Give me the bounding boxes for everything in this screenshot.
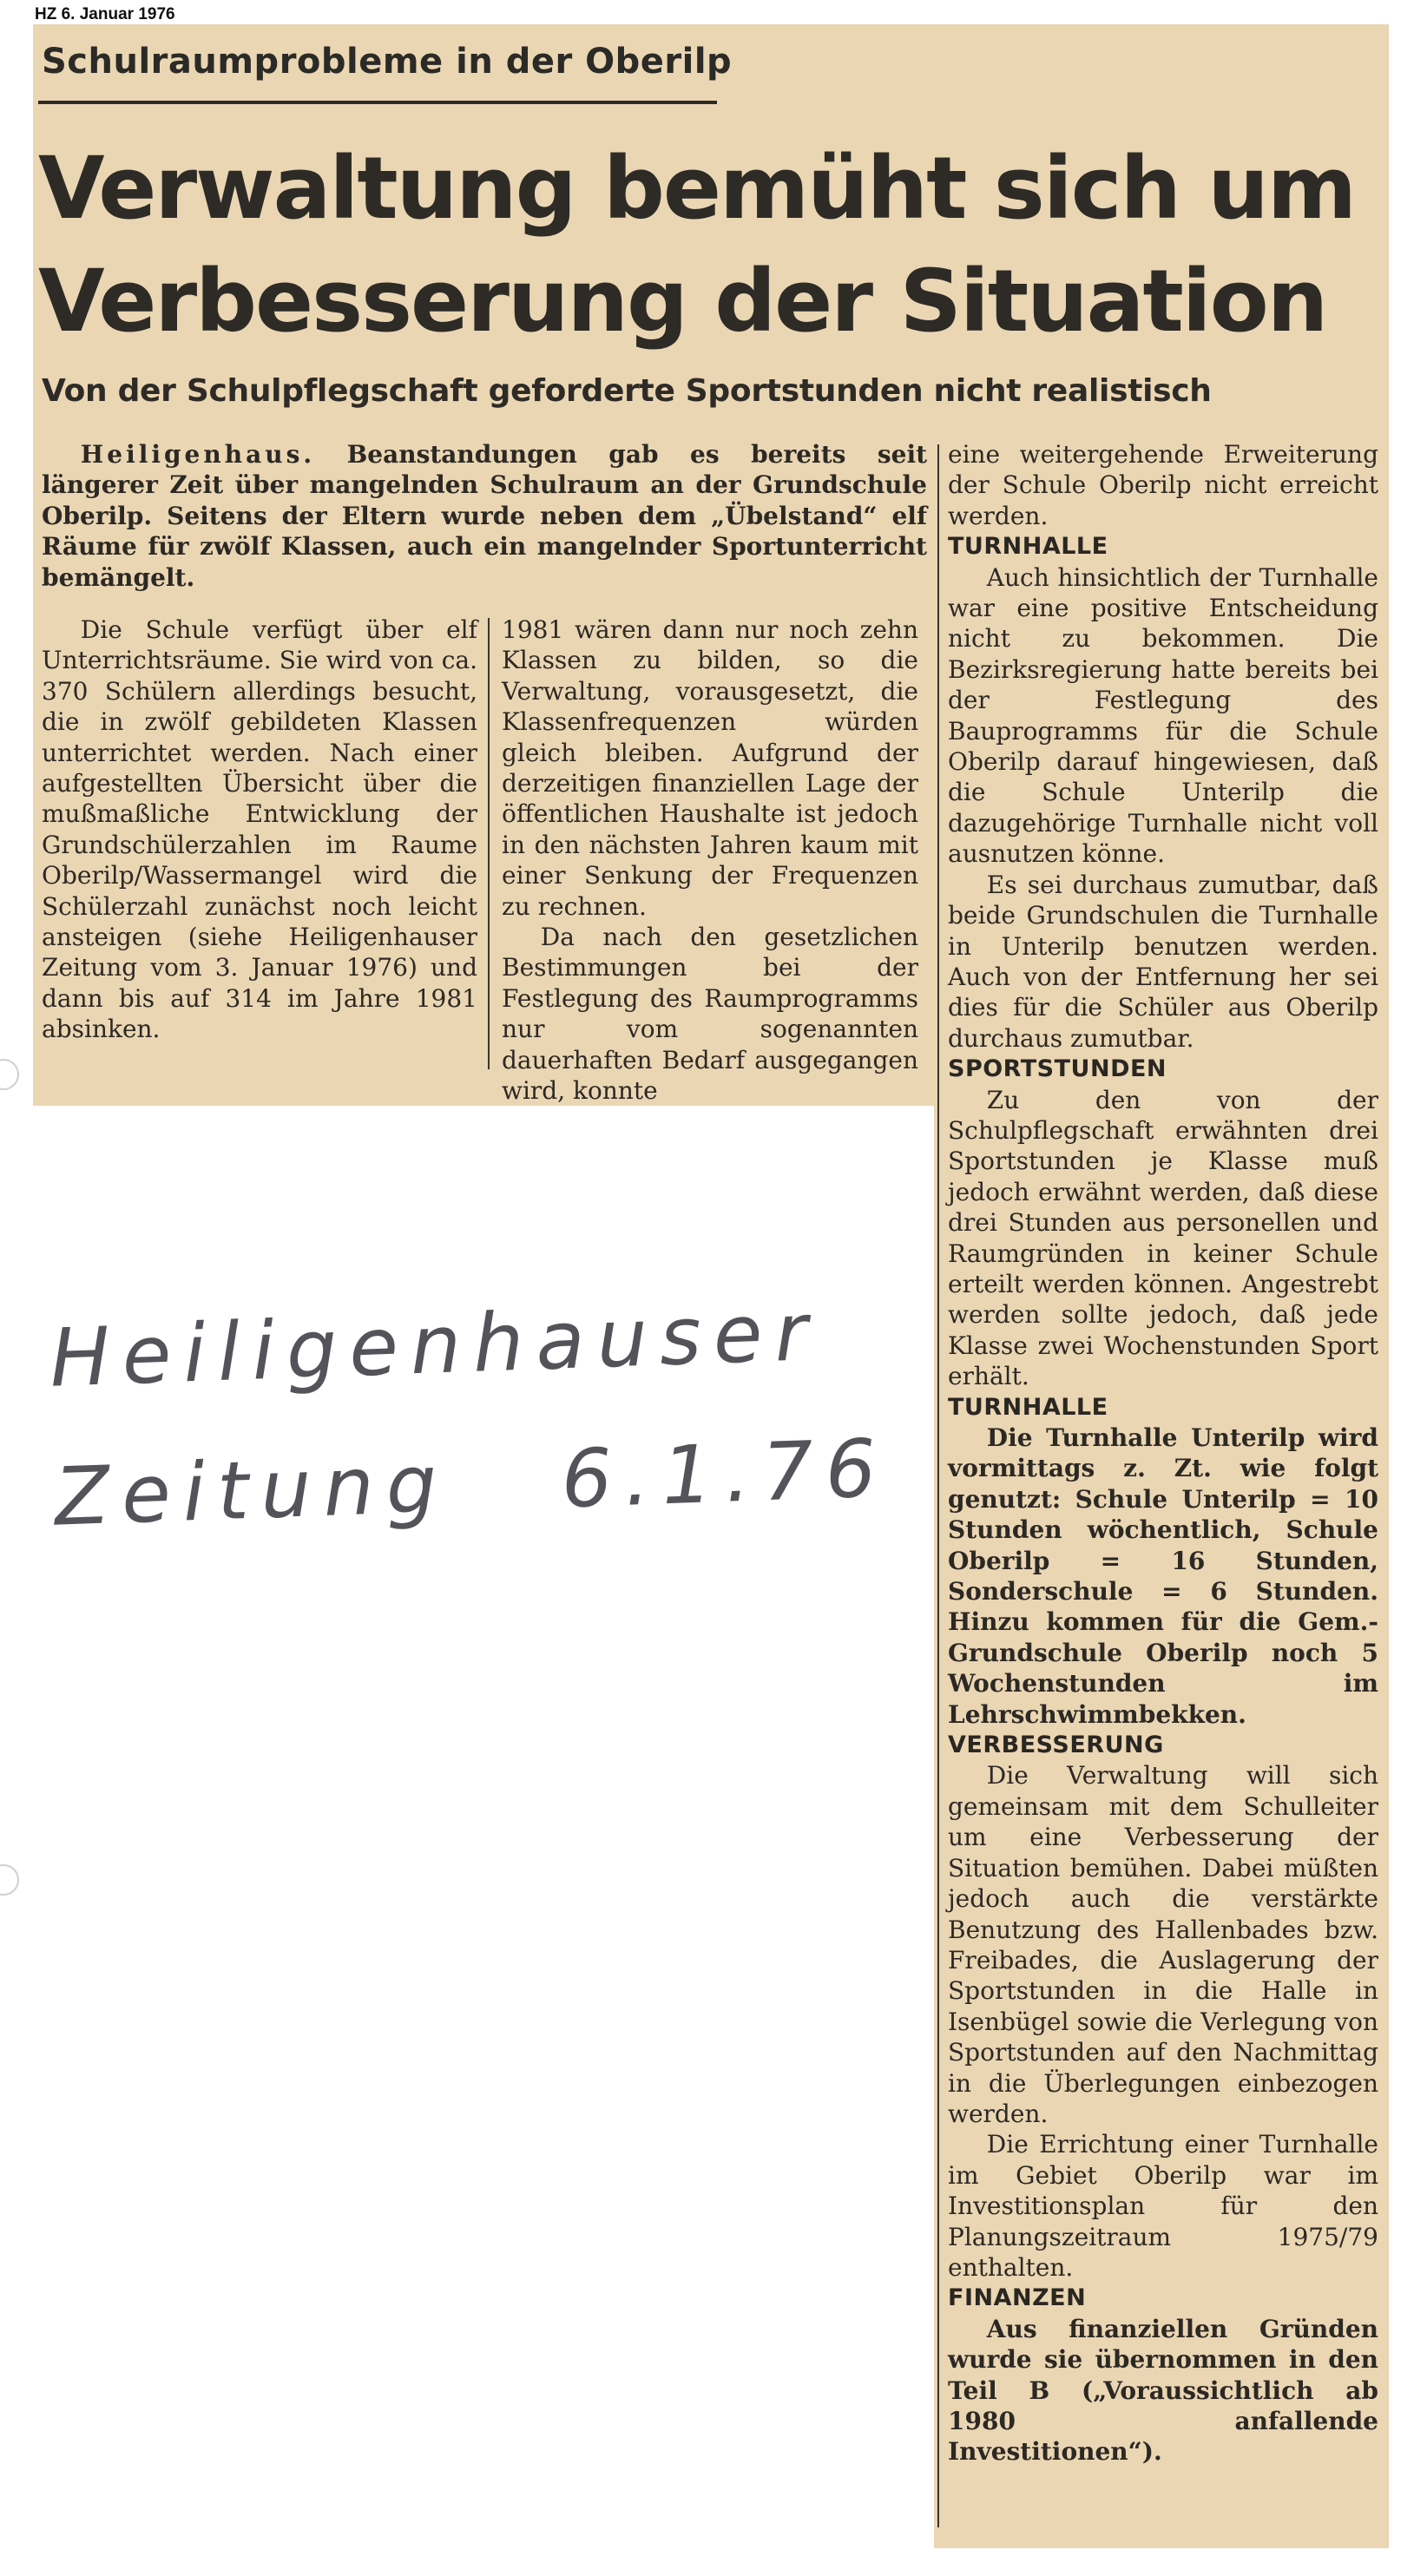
binder-hole-top: [0, 1059, 19, 1090]
column-1: [42, 614, 477, 1045]
sportstunden-paragraph-1: Zu den von der Schulpflegschaft erwähnten drei Sportstunden je Klasse muß jedoch erwähnt werden, daß diese drei Stunden aus personellen und Raumgründen in keiner Schule erteilt werden können. Angestrebt werden sollte jedoch, daß jede Klasse zwei Wochenstunden Sport erhält.: [948, 1085, 1378, 1391]
section-heading-turnhalle: TURNHALLE: [948, 533, 1108, 561]
lead-text: Beanstandungen gab es bereits seit längerer Zeit über mangelnden Schulraum an der Grundschule Oberilp. Seitens der Eltern wurde neben dem „Übelstand“ elf Räume für zwölf Klassen, auch ein mangelnder Sportunterricht bemängelt.: [42, 440, 928, 592]
article-kicker: Schulraumprobleme in der Oberilp: [42, 42, 733, 82]
column-2: [502, 614, 918, 1107]
col1-paragraph-1: Die Schule verfügt über elf Unterrichtsräume. Sie wird von ca. 370 Schülern allerdings besucht, die in zwölf gebildeten Klassen unterrichtet werden. Nach einer aufgestellten Übersicht über die mußmaßliche Entwicklung der Grundschülerzahlen im Raume Oberilp/Wassermangel wird die Schülerzahl zunächst noch leicht ansteigen (siehe Heiligenhauser Zeitung vom 3. Januar 1976) und dann bis auf 314 im Jahre 1981 absinken.: [42, 615, 477, 1044]
col2-paragraph-2: Da nach den gesetzlichen Bestimmungen bei der Festlegung des Raumprogramms nur vom sogenannten dauerhaften Bedarf ausgegangen wird, konnte: [502, 923, 918, 1106]
turnhalle-paragraph-1: Auch hinsichtlich der Turnhalle war eine positive Entscheidung nicht zu bekommen. Die Bezirksregierung hatte bereits bei der Festlegung des Bauprogramms für die Schule Oberilp darauf hingewiesen, daß die Schule Unterilp die dazugehörige Turnhalle nicht voll ausnutzen könne.: [948, 562, 1378, 869]
handwritten-note: Heiligenhauser Zeitung 6.1.76: [48, 1285, 890, 1544]
headline-line-2: Verbesserung der Situation: [38, 252, 1327, 352]
lead-paragraph: [42, 439, 927, 593]
column-3: [948, 439, 1378, 2468]
verbesserung-paragraph-1: Die Verwaltung will sich gemeinsam mit dem Schulleiter um eine Verbesserung der Situation bemühen. Dabei müßten jedoch auch die verstärkte Benutzung des Hallenbades bzw. Freibades, die Auslagerung der Sportstunden in die Halle in Isenbügel sowie die Verlegung von Sportstunden auf den Nachmittag in die Überlegungen einbezogen werden.: [948, 1761, 1378, 2128]
col3-continuation: eine weitergehende Erweiterung der Schule Oberilp nicht erreicht werden.: [948, 440, 1378, 530]
turnhalle2-paragraph-1: Die Turnhalle Unterilp wird vormittags z. Zt. wie folgt genutzt: Schule Unterilp = 10 Stunden wöchentlich, Schule Oberilp = 16 Stunden, Sonderschule = 6 Stunden. Hinzu kommen für die Gem.-Grundschule Oberilp noch 5 Wochenstunden im Lehrschwimmbekken.: [948, 1423, 1378, 1729]
headline-line-1: Verwaltung bemüht sich um: [38, 139, 1356, 239]
kicker-underline: [38, 101, 717, 104]
section-heading-finanzen: FINANZEN: [948, 2284, 1087, 2312]
section-heading-verbesserung: VERBESSERUNG: [948, 1732, 1164, 1759]
column-divider-2: [937, 444, 939, 2527]
turnhalle-paragraph-2: Es sei durchaus zumutbar, daß beide Grundschulen die Turnhalle in Unterilp benutzen werden. Auch von der Entfernung her sei dies für die Schüler aus Oberilp durchaus zumutbar.: [948, 870, 1378, 1053]
binder-hole-bottom: [0, 1864, 19, 1896]
column-divider-1: [488, 618, 490, 1069]
clipping-date-tag: HZ 6. Januar 1976: [35, 5, 175, 23]
section-heading-sportstunden: SPORTSTUNDEN: [948, 1055, 1167, 1083]
lead-place: Heiligenhaus.: [80, 440, 316, 469]
verbesserung-paragraph-2: Die Errichtung einer Turnhalle im Gebiet Oberilp war im Investitionsplan für den Planungszeitraum 1975/79 enthalten.: [948, 2130, 1378, 2282]
section-heading-turnhalle-2: TURNHALLE: [948, 1393, 1108, 1421]
col2-paragraph-1: 1981 wären dann nur noch zehn Klassen zu bilden, so die Verwaltung, vorausgesetzt, die Klassenfrequenzen würden gleich bleiben. Aufgrund der derzeitigen finanziellen Lage der öffentlichen Haushalte ist jedoch in den nächsten Jahren kaum mit einer Senkung der Frequenzen zu rechnen.: [502, 615, 918, 921]
finanzen-paragraph-1: Aus finanziellen Gründen wurde sie übernommen in den Teil B („Voraussichtlich ab 1980 anfallende Investitionen“).: [948, 2314, 1378, 2467]
subheadline: Von der Schulpflegschaft geforderte Sportstunden nicht realistisch: [42, 373, 1212, 409]
